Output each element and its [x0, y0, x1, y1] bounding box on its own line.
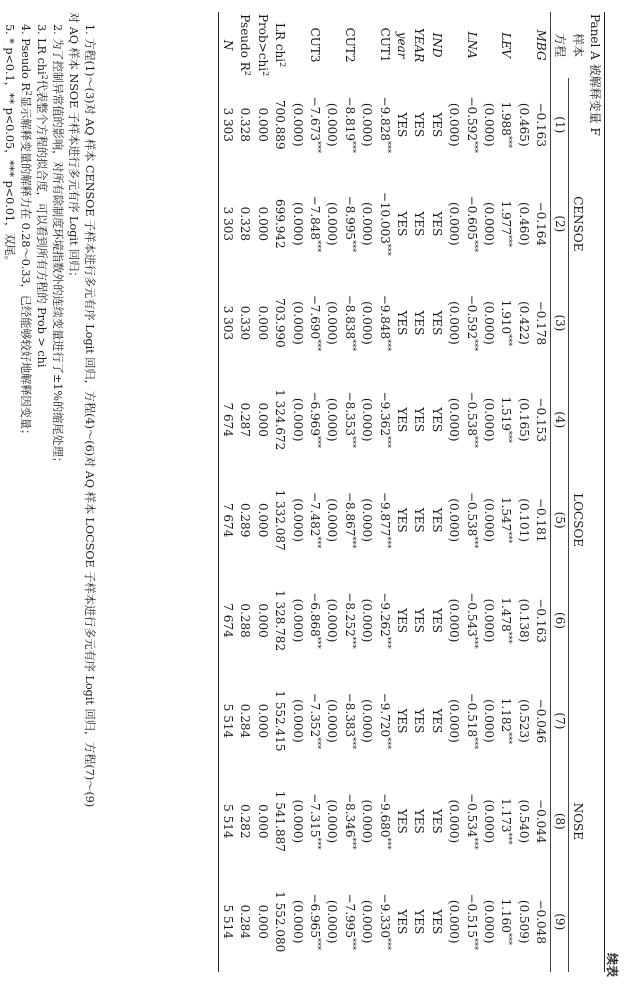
- table-cell: 1.173***: [499, 798, 514, 845]
- table-cell: (0.000): [360, 799, 375, 844]
- table-cell: −10.003***: [377, 191, 392, 256]
- table-row: [480, 12, 497, 972]
- row-label: CUT1: [377, 27, 392, 63]
- equation-number: (5): [550, 470, 568, 570]
- table-cell: YES: [412, 407, 427, 433]
- table-row: [219, 12, 237, 972]
- row-label-equation: 方程: [550, 12, 568, 78]
- table-cell: YES: [395, 507, 410, 533]
- table-row: [341, 12, 358, 972]
- table-cell: 1 552.415: [273, 690, 288, 752]
- table-cell: YES: [395, 909, 410, 935]
- table-cell: −9.262***: [377, 592, 392, 649]
- table-cell: 0.288: [238, 603, 253, 638]
- table-cell: 0.000: [255, 402, 270, 437]
- table-cell: −0.178: [534, 300, 549, 346]
- table-cell: YES: [429, 112, 444, 138]
- table-cell: −6.868***: [308, 592, 323, 649]
- group-header: NOSE: [569, 671, 587, 972]
- group-header: CENSOE: [569, 78, 587, 369]
- table-cell: 1.988***: [499, 101, 514, 148]
- table-cell: 5 514: [219, 872, 237, 972]
- table-cell: YES: [412, 808, 427, 834]
- equation-number: (9): [550, 872, 568, 972]
- table-cell: (0.000): [481, 899, 496, 944]
- row-label: [324, 12, 341, 78]
- table-cell: (0.000): [360, 102, 375, 147]
- row-label: [515, 12, 532, 78]
- equation-number: (4): [550, 370, 568, 470]
- table-row: [393, 12, 410, 972]
- note-line: 1. 方程(1)～(3)对 AQ 样本 CENSOE 子样本进行多元有序 Logit 回归，方程(4)～(6)对 AQ 样本 LOCSOE 子样本进行多元有序 Logit 回归，方程(7)～(9): [83, 24, 96, 808]
- table-cell: (0.000): [481, 598, 496, 643]
- note-line: 2. 为了控制异常值的影响，对所有除制度环境指数外的连续变量进行了±1%的缩尾处理；: [51, 24, 64, 469]
- table-cell: 0.000: [255, 904, 270, 939]
- table-header-panel: [587, 12, 605, 972]
- table-row: [289, 12, 306, 972]
- equation-number: (2): [550, 171, 568, 276]
- table-cell: (0.000): [447, 799, 462, 844]
- table-cell: 0.284: [238, 703, 253, 739]
- table-cell: −0.046: [534, 698, 549, 744]
- note-line: 4. Pseudo $R^2$显示解释变量的解释力在 0.28～0.33，已经能够较好地解释因变量；: [19, 24, 33, 441]
- table-cell: −8.995***: [342, 195, 357, 253]
- table-cell: 0.000: [255, 703, 270, 739]
- group-header: LOCSOE: [569, 370, 587, 671]
- table-cell: 1.910***: [499, 299, 514, 347]
- table-header-equation: [550, 12, 568, 972]
- table-cell: YES: [395, 608, 410, 633]
- equation-number: (1): [550, 78, 568, 171]
- table-cell: (0.000): [360, 202, 375, 246]
- table-cell: −0.534***: [464, 793, 479, 850]
- table-row: [463, 12, 480, 972]
- table-cell: −9.877***: [377, 491, 392, 549]
- table-row: [411, 12, 428, 972]
- table-cell: (0.000): [447, 699, 462, 743]
- table-cell: 1 328.782: [273, 590, 288, 652]
- table-cell: YES: [429, 407, 444, 433]
- table-cell: −0.538***: [464, 491, 479, 549]
- table-cell: (0.000): [360, 498, 375, 542]
- table-cell: (0.000): [290, 699, 305, 743]
- table-header-sample: [569, 12, 587, 972]
- table-cell: YES: [412, 708, 427, 734]
- regression-table: [218, 12, 605, 972]
- table-cell: YES: [395, 112, 410, 138]
- table-cell: −9.680***: [377, 793, 392, 850]
- table-cell: 0.000: [255, 502, 270, 538]
- table-cell: −7.352***: [308, 692, 323, 750]
- table-cell: 1 552.080: [273, 891, 288, 953]
- equation-number: (3): [550, 276, 568, 369]
- table-cell: YES: [429, 507, 444, 533]
- table-cell: (0.523): [516, 699, 531, 743]
- table-cell: (0.000): [325, 598, 340, 643]
- table-cell: (0.138): [516, 598, 531, 643]
- table-cell: −8.346***: [342, 793, 357, 850]
- table-cell: −0.592***: [464, 294, 479, 352]
- table-cell: −7.848***: [308, 195, 323, 253]
- table-row: [324, 12, 341, 972]
- table-cell: (0.000): [290, 301, 305, 345]
- table-cell: −9.330***: [377, 893, 392, 950]
- table-cell: 3 303: [219, 276, 237, 369]
- table-cell: −0.164: [534, 201, 549, 247]
- table-cell: (0.000): [325, 397, 340, 442]
- row-label: LNA: [464, 31, 479, 59]
- table-cell: 5 514: [219, 771, 237, 871]
- table-cell: 0.000: [255, 107, 270, 142]
- row-label: Pseudo $R^2$: [238, 14, 253, 76]
- table-cell: −0.592***: [464, 96, 479, 153]
- table-cell: (0.000): [325, 202, 340, 246]
- table-cell: YES: [429, 909, 444, 935]
- table-row: [306, 12, 323, 972]
- table-cell: YES: [429, 708, 444, 734]
- table-cell: −9.362***: [377, 391, 392, 448]
- table-row: [376, 12, 393, 972]
- table-cell: (0.000): [447, 102, 462, 147]
- note-line: 5. * p<0.1，** p<0.05，*** p<0.01，双尾。: [3, 24, 16, 267]
- table-cell: (0.000): [290, 899, 305, 944]
- table-cell: (0.465): [516, 102, 531, 147]
- table-cell: −7.690***: [308, 294, 323, 352]
- table-row: [272, 12, 289, 972]
- row-label: [289, 12, 306, 78]
- table-cell: 0.287: [238, 402, 253, 437]
- table-cell: (0.000): [325, 301, 340, 345]
- table-cell: (0.000): [447, 397, 462, 442]
- table-cell: −7.315***: [308, 793, 323, 850]
- table-cell: 1 324.672: [273, 389, 288, 451]
- table-cell: YES: [395, 808, 410, 834]
- table-cell: YES: [429, 808, 444, 834]
- table-cell: (0.000): [290, 202, 305, 246]
- table-cell: −0.181: [534, 497, 549, 543]
- note-line: 3. LR chi$^2$代表整个方程的拟合度，可以看到所有方程的 Prob > chi: [35, 24, 49, 368]
- table-cell: −8.867***: [342, 491, 357, 549]
- table-row: [532, 12, 550, 972]
- table-cell: (0.000): [447, 301, 462, 345]
- table-cell: (0.000): [447, 598, 462, 643]
- table-cell: YES: [429, 608, 444, 633]
- table-cell: YES: [429, 310, 444, 336]
- table-cell: 0.000: [255, 305, 270, 341]
- table-cell: −0.153: [534, 397, 549, 442]
- table-cell: 3 303: [219, 171, 237, 276]
- table-cell: −9.828***: [377, 96, 392, 153]
- table-cell: −0.543***: [464, 592, 479, 649]
- table-cell: −8.353***: [342, 391, 357, 448]
- table-cell: YES: [412, 112, 427, 138]
- table-cell: (0.000): [290, 498, 305, 542]
- table-cell: (0.000): [447, 899, 462, 944]
- table-row: [359, 12, 376, 972]
- note-line: 对 AQ 样本 NSOE 子样本进行多元有序 Logit 回归；: [67, 12, 80, 283]
- table-cell: −9.848***: [377, 294, 392, 352]
- row-label: [359, 12, 376, 78]
- table-cell: −8.383***: [342, 692, 357, 750]
- table-cell: −6.969***: [308, 391, 323, 448]
- table-cell: (0.000): [360, 301, 375, 345]
- table-cell: (0.000): [325, 699, 340, 743]
- table-cell: (0.460): [516, 202, 531, 246]
- table-cell: −7.482***: [308, 491, 323, 549]
- table-cell: 0.000: [255, 804, 270, 839]
- row-label: [480, 12, 497, 78]
- table-cell: −0.538***: [464, 391, 479, 448]
- table-notes: [1, 12, 97, 977]
- table-cell: YES: [412, 310, 427, 336]
- table-cell: (0.000): [290, 799, 305, 844]
- table-cell: 1.160***: [499, 898, 514, 945]
- table-cell: (0.000): [481, 498, 496, 542]
- table-cell: −0.163: [534, 598, 549, 643]
- table-cell: (0.000): [290, 598, 305, 643]
- table-cell: 1.478***: [499, 597, 514, 644]
- table-cell: (0.000): [360, 899, 375, 944]
- table-cell: −0.048: [534, 899, 549, 944]
- table-cell: (0.000): [481, 699, 496, 743]
- table-cell: 1.519***: [499, 396, 514, 443]
- table-cell: −0.044: [534, 799, 549, 844]
- row-label: YEAR: [412, 27, 427, 63]
- table-cell: −8.819***: [342, 96, 357, 153]
- table-cell: 5 514: [219, 671, 237, 771]
- table-cell: (0.000): [447, 202, 462, 246]
- table-cell: (0.101): [516, 498, 531, 542]
- table-cell: (0.422): [516, 301, 531, 345]
- table-cell: 1 541.887: [273, 790, 288, 852]
- table-cell: YES: [395, 211, 410, 237]
- table-row: [445, 12, 462, 972]
- table-cell: 1.182***: [499, 697, 514, 745]
- table-cell: YES: [412, 211, 427, 237]
- table-cell: YES: [429, 211, 444, 237]
- table-cell: YES: [395, 310, 410, 336]
- table-cell: (0.000): [325, 498, 340, 542]
- table-cell: 7 674: [219, 570, 237, 670]
- table-cell: (0.000): [481, 397, 496, 442]
- table-cell: 0.328: [238, 206, 253, 242]
- table-cell: 7 674: [219, 470, 237, 570]
- row-label: CUT3: [308, 27, 323, 63]
- table-cell: 0.284: [238, 904, 253, 939]
- row-label: IND: [429, 32, 444, 58]
- table-cell: −0.163: [534, 102, 549, 147]
- table-row: [515, 12, 532, 972]
- row-label: Prob>chi$^2$: [255, 14, 270, 77]
- table-cell: (0.000): [481, 301, 496, 345]
- table-cell: (0.000): [290, 102, 305, 147]
- table-cell: 3 303: [219, 78, 237, 171]
- row-label: N: [219, 12, 237, 78]
- row-label: [445, 12, 462, 78]
- table-cell: YES: [395, 407, 410, 433]
- table-cell: 703.990: [273, 298, 288, 348]
- table-cell: (0.000): [481, 102, 496, 147]
- table-cell: (0.000): [360, 699, 375, 743]
- table-cell: YES: [412, 608, 427, 633]
- table-cell: −7.673***: [308, 96, 323, 153]
- table-cell: 1.977***: [499, 200, 514, 248]
- table-cell: 0.000: [255, 206, 270, 242]
- table-cell: −7.995***: [342, 893, 357, 950]
- table-row: [254, 12, 271, 972]
- table-cell: 700.889: [273, 99, 288, 150]
- table-row: [237, 12, 254, 972]
- row-label: CUT2: [342, 27, 357, 63]
- table-cell: (0.165): [516, 397, 531, 442]
- table-cell: (0.540): [516, 799, 531, 844]
- table-row: [428, 12, 445, 972]
- row-label-sample: 样本: [570, 33, 585, 58]
- table-cell: 1.547***: [499, 496, 514, 544]
- table-cell: −0.515***: [464, 893, 479, 950]
- equation-number: (8): [550, 771, 568, 871]
- table-cell: 0.328: [238, 107, 253, 142]
- table-cell: −9.720***: [377, 692, 392, 750]
- table-cell: 0.289: [238, 502, 253, 538]
- table-cell: (0.509): [516, 899, 531, 944]
- table-cell: (0.000): [325, 899, 340, 944]
- row-label: LR chi$^2$: [273, 22, 288, 68]
- table-cell: −0.518***: [464, 692, 479, 750]
- equation-number: (7): [550, 671, 568, 771]
- table-cell: (0.000): [360, 598, 375, 643]
- table-cell: 7 674: [219, 370, 237, 470]
- table-cell: (0.000): [481, 202, 496, 246]
- table-cell: 1 332.087: [273, 489, 288, 551]
- row-label: MBG: [534, 29, 549, 61]
- table-cell: 0.330: [238, 305, 253, 341]
- continued-label: 续表: [605, 952, 619, 977]
- table-cell: 699.942: [273, 199, 288, 249]
- table-cell: −8.252***: [342, 592, 357, 649]
- table-cell: −6.965***: [308, 893, 323, 950]
- table-cell: YES: [412, 909, 427, 935]
- table-cell: YES: [395, 708, 410, 734]
- table-cell: (0.000): [290, 397, 305, 442]
- row-label: LEV: [499, 32, 514, 58]
- equation-number: (6): [550, 570, 568, 670]
- table-cell: (0.000): [481, 799, 496, 844]
- panel-label: Panel A 被解释变量 F: [587, 12, 605, 972]
- table-cell: 0.282: [238, 804, 253, 839]
- table-cell: −0.605***: [464, 195, 479, 253]
- row-label: year: [395, 31, 410, 59]
- table-cell: (0.000): [447, 498, 462, 542]
- table-cell: (0.000): [360, 397, 375, 442]
- table-cell: YES: [412, 507, 427, 533]
- table-cell: (0.000): [325, 799, 340, 844]
- table-row: [498, 12, 515, 972]
- table-cell: 0.000: [255, 603, 270, 638]
- table-cell: −8.838***: [342, 294, 357, 352]
- table-cell: (0.000): [325, 102, 340, 147]
